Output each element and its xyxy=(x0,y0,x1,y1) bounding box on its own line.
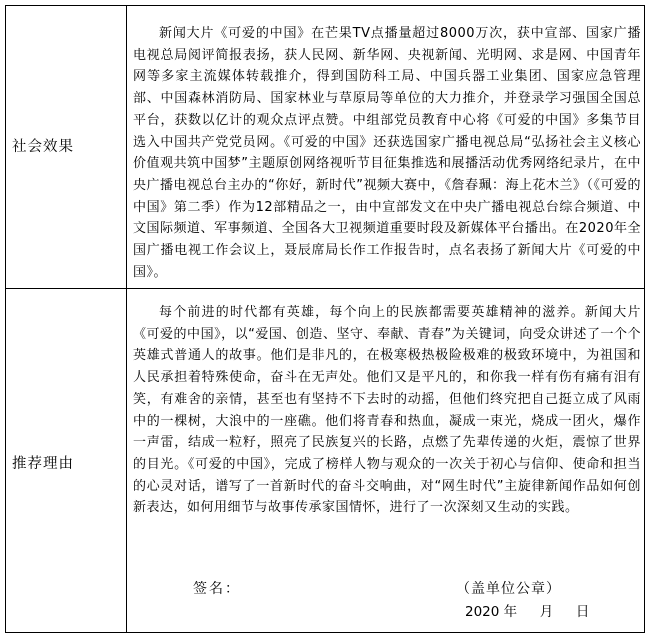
row-label-social-effect: 社会效果 xyxy=(12,139,74,155)
recommendation-reason-text: 每个前进的时代都有英雄，每个向上的民族都需要英雄精神的滋养。新闻大片《可爱的中国》，以“爱国、创造、坚守、奉献、青春”为关键词，向受众讲述了一个个英雄式普通人的故事。他们是非凡的，在极寒极热极险极难的极致环境中，为祖国和人民承担着特殊使命，奋斗在无声处。他们又是平凡的，和你我一样有伤有痛有泪有笑，有难舍的亲情，甚至也有坚持不下去时的动摇，但他们终究把自己挺立成了风雨中的一棵树，大浪中的一座礁。他们将青春和热血，凝成一束光，烧成一团火，爆作一声雷，结成一粒籽，照亮了民族复兴的长路，点燃了先辈传递的火炬，震惊了世界的目光。《可爱的中国》，完成了榜样人物与观众的一次关于初心与信仰、使命和担当的心灵对话，谱写了一首新时代的奋斗交响曲，对“网生时代”主旋律新闻作品如何创新表达，如何用细节与故事传承家国情怀，进行了一次深刻又生动的实践。 xyxy=(133,305,641,516)
date-year: 2020 xyxy=(465,604,500,620)
signature-label: 签名： xyxy=(193,581,241,597)
date-year-unit: 年 xyxy=(503,604,518,620)
date-day-unit: 日 xyxy=(575,604,590,620)
signature-date xyxy=(465,600,589,620)
date-month-unit: 月 xyxy=(539,604,554,620)
seal-label: （盖单位公章） xyxy=(456,581,561,597)
row-label-recommendation-reason: 推荐理由 xyxy=(12,456,74,472)
column-divider xyxy=(126,6,127,632)
row-divider xyxy=(6,288,644,289)
social-effect-text: 新闻大片《可爱的中国》在芒果TV点播量超过8000万次，获中宣部、国家广播电视总局阅评简报表扬，获人民网、新华网、央视新闻、光明网、求是网、中国青年网等多家主流媒体转载推介，得到国防科工局、中国兵器工业集团、国家应急管理部、中国森林消防局、国家林业与草原局等单位的大力推介，并登录学习强国全国总平台，获数以亿计的观众点评点赞。中组部党员教育中心将《可爱的中国》多集节目选入中国共产党党员网。《可爱的中国》还获选国家广播电视总局“弘扬社会主义核心价值观共筑中国梦”主题原创网络视听节目征集推选和展播活动优秀网络纪录片，在中央广播电视总台主办的“你好，新时代”视频大赛中，《詹春珮：海上花木兰》（《可爱的中国》第二季）作为12部精品之一，由中宣部发文在中央广播电视总台综合频道、中文国际频道、军事频道、全国各大卫视频道重要时段及新媒体平台播出。在2020年全国广播电视工作会议上，聂辰席局长作工作报告时，点名表扬了新闻大片《可爱的中国》。 xyxy=(133,26,641,280)
evaluation-table xyxy=(5,5,645,633)
